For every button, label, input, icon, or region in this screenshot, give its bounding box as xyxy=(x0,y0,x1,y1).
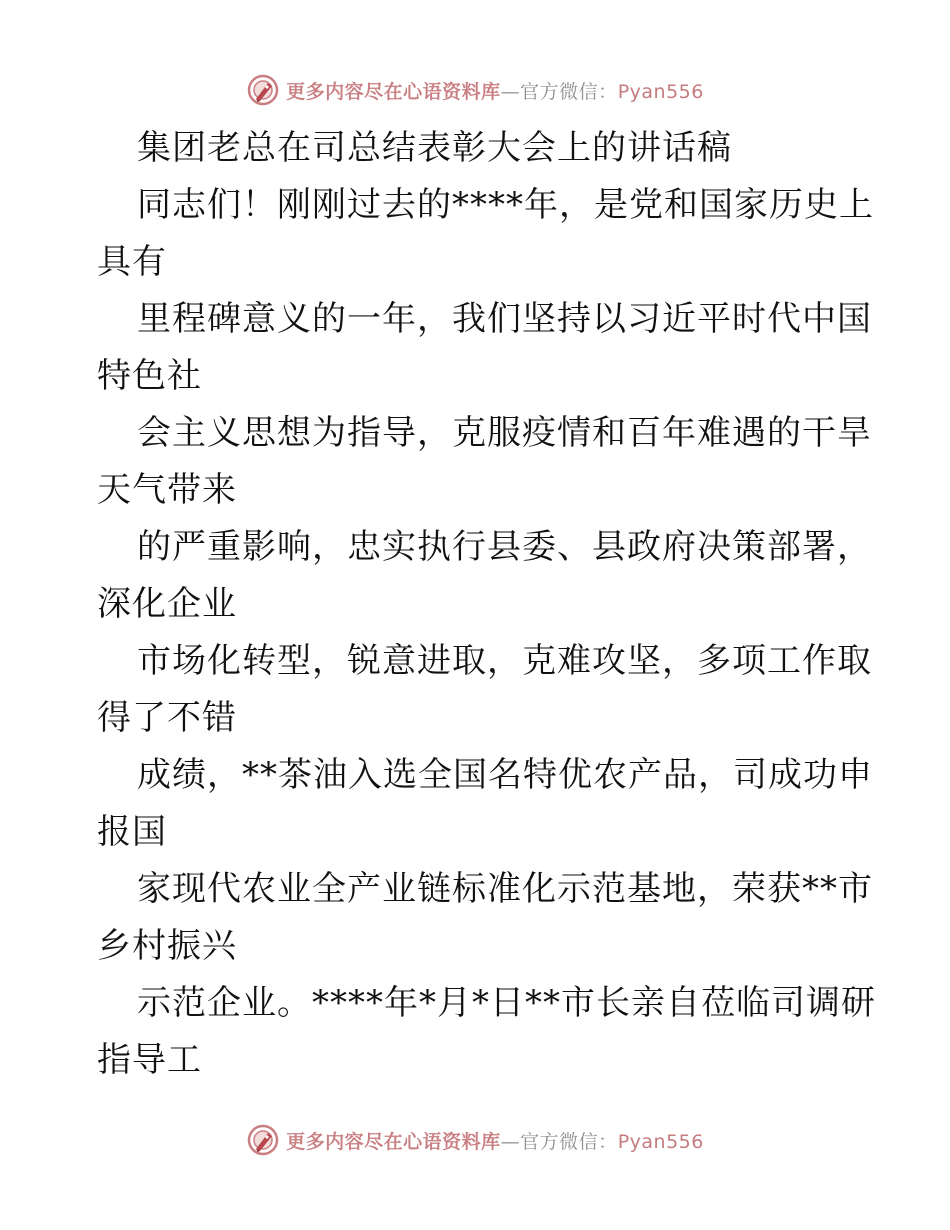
text-line: 指导工 xyxy=(97,1040,202,1080)
watermark-brand: 更多内容尽在心语资料库 xyxy=(286,1130,501,1153)
text-line: 特色社 xyxy=(97,356,202,396)
text-line: 示范企业。****年*月*日**市长亲自莅临司调研 xyxy=(137,983,876,1023)
watermark-handle: Pyan556 xyxy=(617,1130,704,1153)
watermark-handle: Pyan556 xyxy=(617,80,704,103)
footer-watermark xyxy=(0,1122,950,1158)
text-line: 家现代农业全产业链标准化示范基地，荣获**市 xyxy=(137,869,873,909)
document-body xyxy=(97,120,876,1089)
text-line: 得了不错 xyxy=(97,698,237,738)
document-title: 集团老总在司总结表彰大会上的讲话稿 xyxy=(137,128,732,168)
text-line: 的严重影响，忠实执行县委、县政府决策部署， xyxy=(137,527,872,567)
text-line: 同志们！刚刚过去的****年，是党和国家历史上 xyxy=(137,185,874,225)
pen-nib-logo-icon xyxy=(246,1123,280,1157)
watermark-brand: 更多内容尽在心语资料库 xyxy=(286,80,501,103)
text-line: 报国 xyxy=(97,812,167,852)
watermark-text xyxy=(286,77,704,104)
text-line: 天气带来 xyxy=(97,470,237,510)
text-line: 市场化转型，锐意进取，克难攻坚，多项工作取 xyxy=(137,641,872,681)
pen-nib-logo-icon xyxy=(246,73,280,107)
watermark-wechat-label: 官方微信： xyxy=(520,80,618,103)
text-line: 会主义思想为指导，克服疫情和百年难遇的干旱 xyxy=(137,413,872,453)
text-line: 乡村振兴 xyxy=(97,926,237,966)
text-line: 成绩，**茶油入选全国名特优农产品，司成功申 xyxy=(137,755,873,795)
watermark-dash: — xyxy=(500,1130,521,1153)
watermark-dash: — xyxy=(500,80,521,103)
text-line: 具有 xyxy=(97,242,167,282)
watermark-text xyxy=(286,1127,704,1154)
watermark-wechat-label: 官方微信： xyxy=(520,1130,618,1153)
text-line: 里程碑意义的一年，我们坚持以习近平时代中国 xyxy=(137,299,872,339)
text-line: 深化企业 xyxy=(97,584,237,624)
header-watermark xyxy=(0,72,950,108)
